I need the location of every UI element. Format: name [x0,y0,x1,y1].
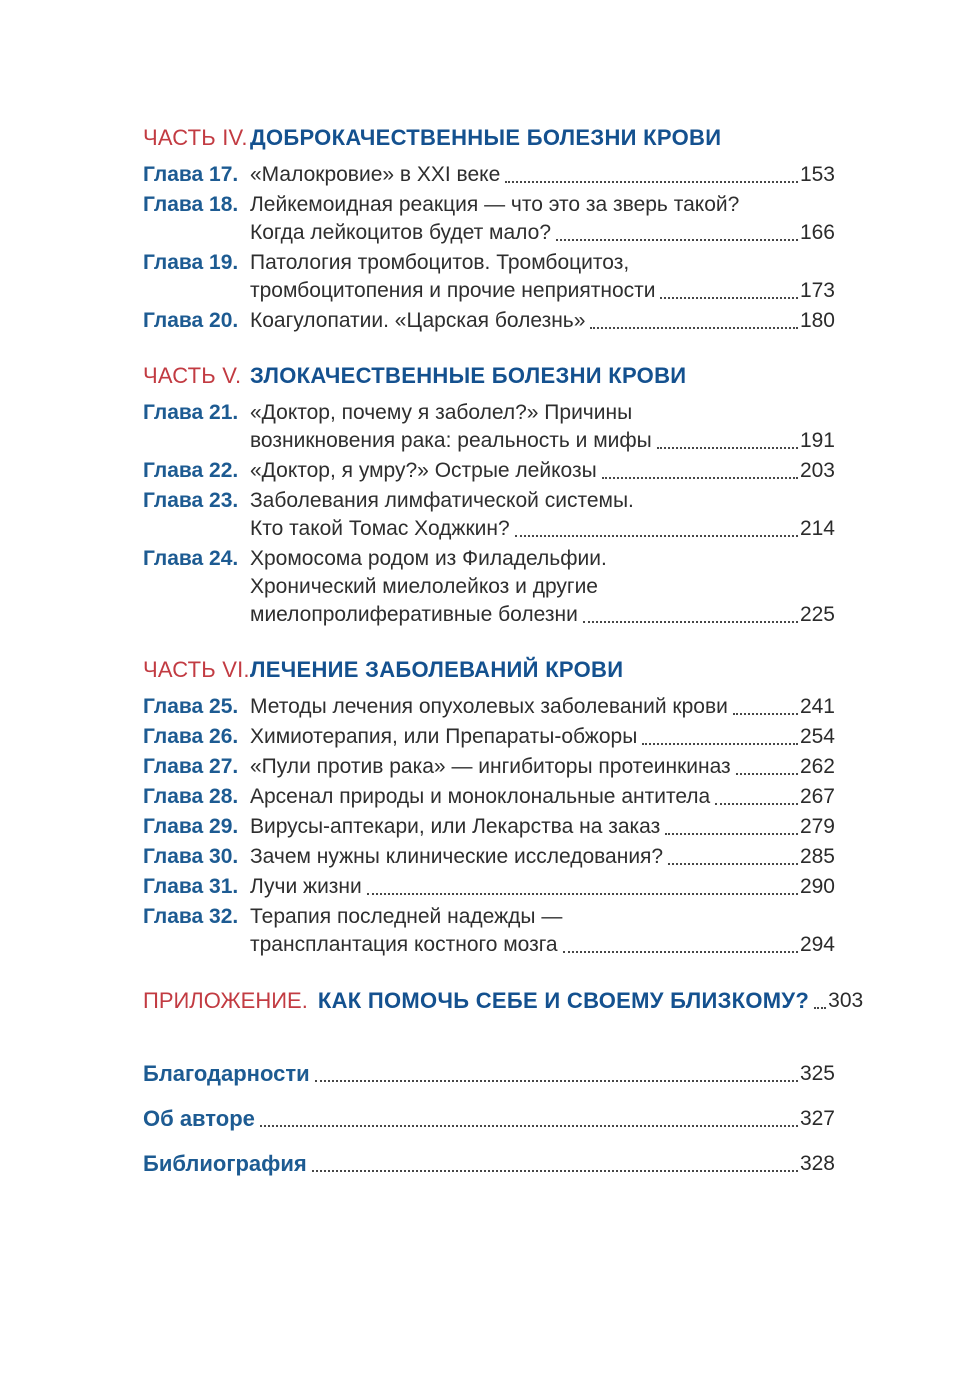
toc-entry [143,723,835,751]
page-number: 214 [799,517,835,540]
chapter-label: Глава 23. [143,489,239,512]
dot-leader [505,161,798,183]
backmatter-label: Библиография [143,1151,307,1176]
chapter-title [250,783,835,811]
chapter-label: Глава 30. [143,845,239,868]
page-number: 285 [799,845,835,868]
dot-leader [814,986,826,1009]
page-number: 294 [799,933,835,956]
appendix-label: ПРИЛОЖЕНИЕ. [143,988,308,1013]
chapter-title-text: Заболевания лимфатической системы. [250,489,634,512]
chapter-title [250,545,835,629]
appendix-entry [143,986,864,1016]
chapter-title-text: Когда лейкоцитов будет мало? [250,221,551,244]
chapter-title [250,487,835,543]
chapter-title-text: Лейкемоидная реакция — что это за зверь такой? [250,193,740,216]
part-title: ЗЛОКАЧЕСТВЕННЫЕ БОЛЕЗНИ КРОВИ [250,363,687,388]
toc-section-part-5 [143,362,835,629]
toc-entry [143,191,835,247]
dot-leader [715,783,798,805]
toc-entry [143,693,835,721]
chapter-title-text: Химиотерапия, или Препараты-обжоры [250,725,638,748]
chapter-title [250,723,835,751]
chapter-label: Глава 19. [143,251,239,274]
chapter-label: Глава 31. [143,875,239,898]
toc-entry [143,843,835,871]
dot-leader [602,457,798,479]
page-number: 262 [799,755,835,778]
chapter-title [250,813,835,841]
page-number: 225 [799,603,835,626]
chapter-title [250,249,835,305]
page-number: 328 [799,1152,835,1175]
backmatter-label: Благодарности [143,1061,310,1086]
chapter-title-text: тромбоцитопения и прочие неприятности [250,279,656,302]
chapter-title [250,399,835,455]
page-number: 254 [799,725,835,748]
part-label: ЧАСТЬ VI. [143,657,250,682]
chapter-label: Глава 21. [143,401,239,424]
page-number: 166 [799,221,835,244]
dot-leader [312,1150,798,1172]
toc-entry [143,307,835,335]
chapter-label: Глава 27. [143,755,239,778]
page-number: 303 [828,989,864,1012]
chapter-label: Глава 25. [143,695,239,718]
dot-leader [665,813,798,835]
part-heading [143,656,835,684]
toc-entry [143,873,835,901]
chapter-label: Глава 20. [143,309,239,332]
chapter-title-text: Арсенал природы и моноклональные антитела [250,785,711,808]
chapter-title [250,873,835,901]
toc-entry [143,753,835,781]
part-title: ДОБРОКАЧЕСТВЕННЫЕ БОЛЕЗНИ КРОВИ [250,125,722,150]
chapter-title [250,843,835,871]
page-number: 173 [799,279,835,302]
dot-leader [590,307,798,329]
chapter-title [250,161,835,189]
chapter-title [250,191,835,247]
page-number: 327 [799,1107,835,1130]
toc-section-part-4 [143,124,835,335]
chapter-title-text: Вирусы-аптекари, или Лекарства на заказ [250,815,661,838]
page-number: 325 [799,1062,835,1085]
toc-entry [143,487,835,543]
toc-entry [143,399,835,455]
chapter-title-text: возникновения рака: реальность и мифы [250,429,652,452]
part-heading [143,362,835,390]
chapter-title-text: Терапия последней надежды — [250,905,563,928]
chapter-title [250,693,835,721]
chapter-title [250,903,835,959]
part-heading [143,124,835,152]
dot-leader [315,1060,798,1082]
chapter-title [250,753,835,781]
dot-leader [260,1105,798,1127]
chapter-title-text: Патология тромбоцитов. Тромбоцитоз, [250,251,630,274]
dot-leader [367,873,798,895]
chapter-label: Глава 32. [143,905,239,928]
dot-leader [736,753,798,775]
dot-leader [563,931,798,953]
chapter-title-text: Хронический миелолейкоз и другие [250,575,598,598]
backmatter-entry [143,1105,835,1133]
appendix-title: КАК ПОМОЧЬ СЕБЕ И СВОЕМУ БЛИЗКОМУ? [317,988,810,1013]
chapter-label: Глава 26. [143,725,239,748]
dot-leader [668,843,798,865]
dot-leader [733,693,798,715]
part-title: ЛЕЧЕНИЕ ЗАБОЛЕВАНИЙ КРОВИ [250,657,624,682]
dot-leader [657,427,798,449]
page-number: 290 [799,875,835,898]
chapter-title-text: Методы лечения опухолевых заболеваний крови [250,695,728,718]
chapter-label: Глава 29. [143,815,239,838]
backmatter-entry [143,1150,835,1178]
chapter-label: Глава 28. [143,785,239,808]
chapter-title-text: «Доктор, почему я заболел?» Причины [250,401,633,424]
page-number: 203 [799,459,835,482]
chapter-title-text: Хромосома родом из Филадельфии. [250,547,607,570]
part-label: ЧАСТЬ IV. [143,125,248,150]
page-number: 180 [799,309,835,332]
toc-entry [143,161,835,189]
chapter-title-text: Кто такой Томас Ходжкин? [250,517,510,540]
chapter-label: Глава 18. [143,193,239,216]
chapter-title [250,457,835,485]
toc-section-part-6 [143,656,835,959]
page-number: 191 [799,429,835,452]
chapter-title [250,307,835,335]
dot-leader [660,277,797,299]
backmatter-label: Об авторе [143,1106,255,1131]
toc-entry [143,545,835,629]
backmatter-entry [143,1060,835,1088]
toc-entry [143,249,835,305]
toc-entry [143,903,835,959]
toc-entry [143,783,835,811]
chapter-label: Глава 22. [143,459,239,482]
toc-entry [143,813,835,841]
chapter-label: Глава 17. [143,163,239,186]
chapter-title-text: «Доктор, я умру?» Острые лейкозы [250,459,597,482]
dot-leader [515,515,798,537]
page-number: 241 [799,695,835,718]
chapter-title-text: «Малокровие» в XXI веке [250,163,501,186]
page-number: 267 [799,785,835,808]
chapter-title-text: миелопролиферативные болезни [250,603,578,626]
chapter-title-text: Коагулопатии. «Царская болезнь» [250,309,586,332]
page-number: 279 [799,815,835,838]
part-label: ЧАСТЬ V. [143,363,242,388]
toc-entry [143,457,835,485]
chapter-label: Глава 24. [143,547,239,570]
dot-leader [556,219,798,241]
chapter-title-text: Лучи жизни [250,875,362,898]
dot-leader [583,601,798,623]
dot-leader [642,723,798,745]
page-number: 153 [799,163,835,186]
backmatter [143,1060,835,1178]
toc-page [143,124,864,1178]
chapter-title-text: Зачем нужны клинические исследования? [250,845,664,868]
chapter-title-text: трансплантация костного мозга [250,933,558,956]
chapter-title-text: «Пули против рака» — ингибиторы протеинкиназ [250,755,731,778]
